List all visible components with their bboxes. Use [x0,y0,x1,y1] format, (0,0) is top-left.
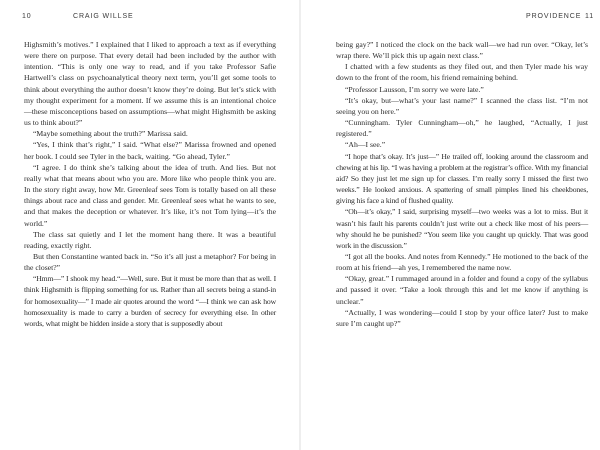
paragraph: “Oh—it’s okay,” I said, surprising myself—two weeks was a lot to miss. But it wasn’t his fault his parents couldn’t just write out a check like most of his peers—why should he be punished? “You seem like you caught up quickly. That was good work in the discussion.” [336,207,588,250]
left-page-text [24,39,276,329]
right-page-number: 11 [585,13,595,20]
paragraph: “It’s okay, but—what’s your last name?” I scanned the class list. “I’m not seeing you on here.” [336,95,588,116]
paragraph: “Actually, I was wondering—could I stop by your office later? Just to make sure I’m caught up?” [336,307,588,328]
left-page-number: 10 [22,13,32,20]
paragraph: “Professor Lausson, I’m sorry we were late.” [345,84,484,94]
paragraph: I chatted with a few students as they filed out, and then Tyler made his way down to the front of the room, his friend remaining behind. [336,62,588,83]
paragraph: The class sat quietly and I let the moment hang there. It was a beautiful reading, exactly right. [24,229,276,250]
left-running-head: CRAIG WILLSE [73,13,134,20]
paragraph: “Cunningham. Tyler Cunningham—oh,” he laughed, “Actually, I just registered.” [336,118,588,139]
paragraph: being gay?” I noticed the clock on the back wall—we had run over. “Okay, let’s wrap there. We’ll pick this up again next class.” [336,40,588,61]
paragraph: “I agree. I do think she’s talking about the idea of truth. And lies. But not really what that means about who you are. More like who people think you are. In the story right away, how Mr. Greenleaf sees Tom is totally based on all these things about race and class and gender. Mr. Greenleaf sees what he wants to see, and that makes the deception or whatever. It’s like, it’s not Tom lying—it’s the world.” [24,162,276,228]
paragraph: “Ah—I see.” [345,140,386,150]
paragraph: “Maybe something about the truth?” Marissa said. [33,129,188,139]
right-page [300,0,600,450]
paragraph: “I hope that’s okay. It’s just—” He trailed off, looking around the classroom and chewing at his lip. “I was having a problem at the registrar’s office. With my financial aid? So they just let me sign up for classes. I’m really sorry I missed the first two weeks.” He looked anxious. A spattering of small pimples lined his cheekbones, giving his face a kind of flushed quality. [336,151,588,206]
paragraph: “Hmm—” I shook my head.“—Well, sure. But it must be more than that as well. I think Highsmith is flipping something for us. Rather than all secrets being a stand-in for homosexuality—” I made air quotes around the word “—I think we can ask how homosexuality is made to carry a burden of secrecy for everything else. In other words, what might be hidden inside a story that is supposedly about [24,274,276,328]
right-page-text [336,39,588,329]
paragraph: “Yes, I think that’s right,” I said. “What else?” Marissa frowned and opened her book. I could see Tyler in the back, waiting. “Go ahead, Tyler.” [24,140,276,161]
paragraph: “I got all the books. And notes from Kennedy.” He motioned to the back of the room at his friend—ah yes, I remembered the name now. [336,251,588,273]
paragraph: But then Constantine wanted back in. “So it’s all just a metaphor? For being in the closet?” [24,251,276,273]
right-running-head: PROVIDENCE [526,13,582,20]
paragraph: Highsmith’s motives.” I explained that I liked to approach a text as if everything were there on purpose. That every detail had been included by the author with intention. “This is only one way to read, and if you take Professor Safie Hartwell’s class on psychoanalytical theory next term, you’ll get some tools to think about everything the author doesn’t know they’re doing. But let’s stick with my thought experiment for a moment. If we assume this is an intentional choice—these misconceptions based on assumptions—what might Highsmith be asking us to think about?” [24,40,276,128]
paragraph: “Okay, great.” I rummaged around in a folder and found a copy of the syllabus and passed it over. “Take a look through this and let me know if anything is unclear.” [336,274,588,306]
